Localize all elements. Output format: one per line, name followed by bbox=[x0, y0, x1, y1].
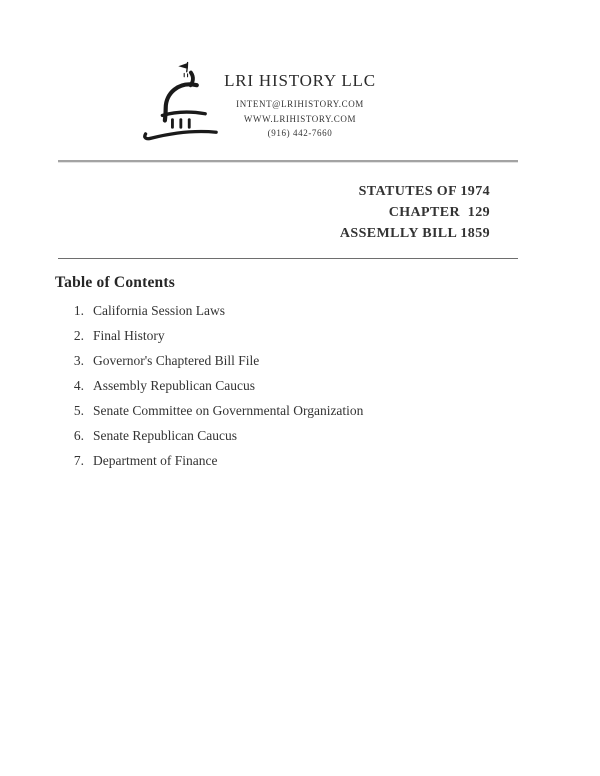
capitol-dome-icon bbox=[138, 60, 222, 144]
toc-item bbox=[66, 428, 526, 453]
statutes-line: STATUTES OF 1974 bbox=[358, 184, 490, 199]
toc-item bbox=[66, 453, 526, 478]
toc-item bbox=[66, 378, 526, 403]
toc-item-number: 6. bbox=[73, 428, 84, 443]
toc-item-label: Final History bbox=[93, 328, 165, 343]
toc-item-number: 3. bbox=[73, 353, 84, 368]
toc-list bbox=[66, 303, 526, 478]
company-name: LRI HISTORY LLC bbox=[224, 71, 376, 90]
assembly-bill-line: ASSEMLLY BILL 1859 bbox=[339, 226, 490, 241]
toc-item bbox=[66, 303, 526, 328]
chapter-line: CHAPTER 129 bbox=[388, 205, 490, 220]
statute-reference bbox=[340, 181, 490, 244]
toc-item bbox=[66, 403, 526, 428]
phone-text: (916) 442-7660 bbox=[267, 128, 333, 138]
toc-item-label: Department of Finance bbox=[93, 453, 218, 468]
toc-item-number: 2. bbox=[73, 328, 84, 343]
toc-item-label: Assembly Republican Caucus bbox=[93, 378, 255, 393]
toc-item-number: 5. bbox=[73, 403, 84, 418]
email-text: INTENT@LRIHISTORY.COM bbox=[236, 99, 364, 109]
letterhead bbox=[218, 71, 382, 141]
toc-item-number: 1. bbox=[73, 303, 84, 318]
toc-item-number: 4. bbox=[73, 378, 84, 393]
toc-item-number: 7. bbox=[73, 453, 84, 468]
horizontal-rule-bottom bbox=[58, 258, 518, 259]
toc-title: Table of Contents bbox=[55, 274, 175, 291]
toc-item bbox=[66, 328, 526, 353]
toc-item-label: California Session Laws bbox=[93, 303, 225, 318]
toc-item-label: Senate Republican Caucus bbox=[93, 428, 237, 443]
horizontal-rule-top bbox=[58, 160, 518, 163]
toc-item-label: Senate Committee on Governmental Organization bbox=[93, 403, 364, 418]
contact-block bbox=[218, 97, 382, 141]
website-text: WWW.LRIHISTORY.COM bbox=[243, 113, 357, 124]
toc-item bbox=[66, 353, 526, 378]
toc-item-label: Governor's Chaptered Bill File bbox=[93, 353, 260, 368]
